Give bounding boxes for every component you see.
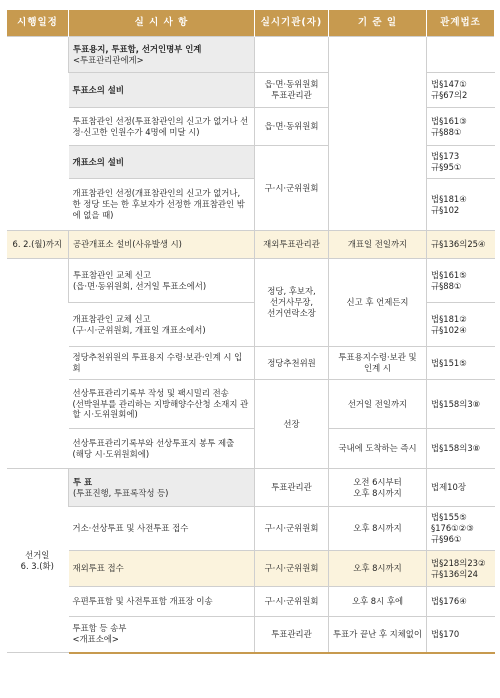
- table-row-highlight: [7, 551, 495, 587]
- date-cell: 선거일 6. 3.(화): [7, 469, 69, 653]
- law-cell: 법§158의3⑧: [427, 429, 495, 469]
- item-note: (구·시·군위원회, 개표일 개표소에서): [72, 324, 206, 335]
- item-cell: 투표참관인 선정(투표참관인의 신고가 없거나 선정·신고한 인원수가 4명에 미달 시): [69, 108, 255, 146]
- date-cell-empty: [7, 37, 69, 231]
- item-note: <개표소에>: [72, 634, 119, 645]
- header-item: 실 시 사 항: [69, 10, 255, 37]
- table-row: [7, 617, 495, 653]
- table-row: [7, 429, 495, 469]
- law-cell: 법§155⑤ §176①②③ 규§96①: [427, 507, 495, 551]
- basis-cell: 신고 후 언제든지: [329, 259, 427, 347]
- header-row: [7, 10, 495, 37]
- item-title: 선상투표관리기록부 작성 및 팩시밀리 전송: [72, 387, 229, 398]
- law-cell: 법§173 규§95①: [427, 146, 495, 179]
- item-title: 투표참관인 교체 신고: [73, 269, 152, 280]
- agency-cell: 선장: [255, 380, 329, 469]
- item-note: (읍·면·동위원회, 선거일 투표소에서): [73, 280, 207, 291]
- election-schedule-table: [6, 10, 495, 654]
- item-cell: [69, 617, 255, 653]
- item-cell: [69, 380, 255, 429]
- date-cell-empty: [7, 259, 69, 469]
- item-title: 투표소의 설비: [72, 84, 124, 95]
- law-cell: 법§176④: [427, 587, 495, 617]
- agency-cell: 구·시·군위원회: [255, 551, 329, 587]
- header-law: 관계법조: [427, 10, 495, 37]
- agency-cell: 정당, 후보자, 선거사무장, 선거연락소장: [255, 259, 329, 347]
- basis-cell: 개표일 전일까지: [329, 231, 427, 259]
- item-title: 개표참관인 교체 신고: [72, 313, 151, 324]
- header-schedule: 시행일정: [7, 10, 69, 37]
- date-cell: 6. 2.(월)까지: [7, 231, 69, 259]
- basis-cell-empty: [329, 37, 427, 231]
- header-basis: 기 준 일: [329, 10, 427, 37]
- agency-cell: 재외투표관리관: [255, 231, 329, 259]
- item-cell: [69, 259, 255, 303]
- table-row: [7, 259, 495, 303]
- item-title: 투표용지, 투표함, 선거인명부 인계: [73, 43, 202, 54]
- item-note: (해당 시·도위원회에): [72, 448, 150, 459]
- basis-cell: 오후 8시까지: [329, 507, 427, 551]
- basis-cell: 국내에 도착하는 즉시: [329, 429, 427, 469]
- law-cell: 법§161③ 규§88①: [427, 108, 495, 146]
- table-row: [7, 587, 495, 617]
- item-cell: 재외투표 접수: [69, 551, 255, 587]
- basis-cell: 오후 8시까지: [329, 551, 427, 587]
- item-note: <투표관리관에게>: [73, 54, 144, 65]
- item-cell: [69, 429, 255, 469]
- basis-cell: 오후 8시 후에: [329, 587, 427, 617]
- item-cell: 정당추천위원의 투표용지 수령·보관·인계 시 입회: [69, 347, 255, 380]
- item-title: 개표소의 설비: [72, 156, 124, 167]
- item-cell: [69, 73, 255, 108]
- item-title: 투표함 등 송부: [72, 623, 127, 634]
- basis-cell: 오전 6시부터 오후 8시까지: [329, 469, 427, 507]
- item-cell: [69, 303, 255, 347]
- item-cell: [69, 146, 255, 179]
- law-cell: 규§136의25④: [427, 231, 495, 259]
- agency-cell: 투표관리관: [255, 617, 329, 653]
- item-cell: 개표참관인 선정(개표참관인의 신고가 없거나, 한 정당 또는 한 후보자가 선정한 개표참관인 밖에 없을 때): [69, 179, 255, 231]
- law-cell: 법§161⑤ 규§88①: [427, 259, 495, 303]
- agency-cell: 투표관리관: [255, 469, 329, 507]
- agency-cell: 정당추천위원: [255, 347, 329, 380]
- agency-cell: 읍·면·동위원회: [255, 108, 329, 146]
- agency-cell: 구·시·군위원회: [255, 146, 329, 231]
- agency-cell: 읍·면·동위원회 투표관리관: [255, 73, 329, 108]
- table-row: [7, 347, 495, 380]
- item-cell: 거소·선상투표 및 사전투표 접수: [69, 507, 255, 551]
- item-cell: 우편투표함 및 사전투표함 개표장 이송: [69, 587, 255, 617]
- item-cell: [69, 37, 255, 73]
- law-cell: 법§181④ 규§102: [427, 179, 495, 231]
- basis-cell: 선거일 전일까지: [329, 380, 427, 429]
- table-row-highlight: [7, 231, 495, 259]
- item-cell: 공관개표소 설비(사유발생 시): [69, 231, 255, 259]
- table-row: [7, 37, 495, 73]
- agency-cell-empty: [255, 37, 329, 73]
- item-note: (선박원부를 관리하는 지방해양수산청 소재지 관할 시·도위원회에): [72, 398, 249, 420]
- law-cell: 법§170: [427, 617, 495, 653]
- table-row: [7, 507, 495, 551]
- law-cell: 법§181② 규§102④: [427, 303, 495, 347]
- item-cell: [69, 469, 255, 507]
- law-cell: 법§151⑤: [427, 347, 495, 380]
- law-cell: 법제10장: [427, 469, 495, 507]
- table-row: [7, 380, 495, 429]
- law-cell: 법§147① 규§67의2: [427, 73, 495, 108]
- basis-cell: 투표가 끝난 후 지체없이: [329, 617, 427, 653]
- law-cell: 법§218의23② 규§136의24: [427, 551, 495, 587]
- item-note: (투표진행, 투표록작성 등): [73, 487, 169, 498]
- basis-cell: 투표용지수령·보관 및 인계 시: [329, 347, 427, 380]
- agency-cell: 구·시·군위원회: [255, 587, 329, 617]
- item-title: 투 표: [73, 476, 93, 487]
- law-cell-empty: [427, 37, 495, 73]
- header-agency: 실시기관(자): [255, 10, 329, 37]
- agency-cell: 구·시·군위원회: [255, 507, 329, 551]
- item-title: 선상투표관리기록부와 선상투표지 봉투 제출: [72, 437, 235, 448]
- table-row: [7, 469, 495, 507]
- law-cell: 법§158의3⑧: [427, 380, 495, 429]
